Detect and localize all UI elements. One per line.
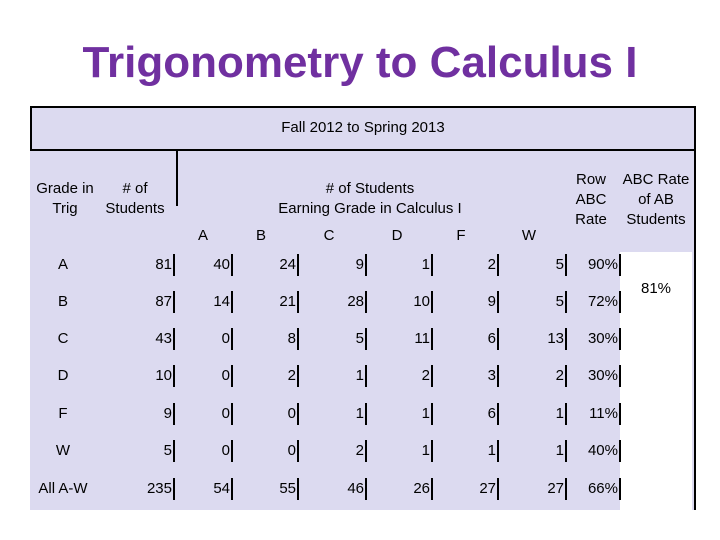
grade-in-trig-line-1: Grade in bbox=[36, 180, 94, 197]
cell-divider bbox=[365, 254, 367, 276]
cell-c: 2 bbox=[355, 442, 364, 459]
cell-divider bbox=[619, 254, 621, 276]
cell-divider bbox=[565, 478, 567, 500]
cell-divider bbox=[565, 365, 567, 387]
cell-a: 0 bbox=[221, 367, 230, 384]
cell-divider bbox=[619, 291, 621, 313]
cell-w: 13 bbox=[547, 330, 564, 347]
cell-rate: 30% bbox=[587, 367, 618, 384]
cell-divider bbox=[365, 365, 367, 387]
cell-divider bbox=[619, 328, 621, 350]
cell-divider bbox=[231, 365, 233, 387]
row-abc-line-2: ABC bbox=[575, 191, 607, 208]
cell-divider bbox=[431, 328, 433, 350]
cell-divider bbox=[431, 365, 433, 387]
cell-divider bbox=[365, 403, 367, 425]
grade-header-d: D bbox=[391, 227, 403, 244]
earning-line-2: Earning Grade in Calculus I bbox=[278, 200, 462, 217]
cell-divider bbox=[173, 365, 175, 387]
grade-header-a: A bbox=[197, 227, 208, 244]
period-row-divider bbox=[30, 149, 696, 151]
cell-divider bbox=[173, 403, 175, 425]
cell-grade: F bbox=[58, 405, 68, 422]
cell-divider bbox=[431, 254, 433, 276]
cell-w: 27 bbox=[547, 480, 564, 497]
cell-divider bbox=[619, 440, 621, 462]
num-students-header bbox=[98, 179, 172, 219]
cell-f: 3 bbox=[487, 367, 496, 384]
cell-divider bbox=[431, 440, 433, 462]
cell-rate: 66% bbox=[587, 480, 618, 497]
cell-divider bbox=[173, 440, 175, 462]
cell-grade: All A-W bbox=[38, 480, 88, 497]
abc-rate-line-1: ABC Rate bbox=[622, 171, 690, 188]
cell-divider bbox=[565, 440, 567, 462]
cell-divider bbox=[173, 478, 175, 500]
cell-divider bbox=[173, 291, 175, 313]
cell-rate: 40% bbox=[587, 442, 618, 459]
cell-grade: B bbox=[57, 293, 68, 310]
earning-grade-header bbox=[240, 179, 500, 219]
cell-w: 5 bbox=[555, 256, 564, 273]
table-border-right bbox=[694, 106, 696, 510]
cell-c: 5 bbox=[355, 330, 364, 347]
cell-divider bbox=[297, 291, 299, 313]
cell-students: 87 bbox=[155, 293, 172, 310]
trig-calculus-table bbox=[30, 106, 696, 510]
grade-header-w: W bbox=[521, 227, 537, 244]
cell-divider bbox=[365, 440, 367, 462]
cell-divider bbox=[565, 254, 567, 276]
cell-a: 54 bbox=[213, 480, 230, 497]
cell-divider bbox=[297, 328, 299, 350]
cell-c: 1 bbox=[355, 367, 364, 384]
cell-c: 1 bbox=[355, 405, 364, 422]
ab-rate-value: 81% bbox=[640, 280, 672, 297]
cell-w: 1 bbox=[555, 405, 564, 422]
abc-rate-line-3: Students bbox=[626, 211, 686, 228]
cell-d: 1 bbox=[421, 442, 430, 459]
cell-b: 8 bbox=[287, 330, 296, 347]
cell-divider bbox=[497, 478, 499, 500]
cell-grade: A bbox=[57, 256, 68, 273]
cell-b: 55 bbox=[279, 480, 296, 497]
cell-grade: D bbox=[57, 367, 69, 384]
grade-header-b: B bbox=[255, 227, 266, 244]
table-border-top bbox=[30, 106, 696, 108]
cell-divider bbox=[231, 478, 233, 500]
cell-divider bbox=[431, 403, 433, 425]
cell-divider bbox=[497, 291, 499, 313]
cell-d: 1 bbox=[421, 256, 430, 273]
cell-b: 21 bbox=[279, 293, 296, 310]
cell-students: 81 bbox=[155, 256, 172, 273]
cell-f: 1 bbox=[487, 442, 496, 459]
cell-divider bbox=[231, 403, 233, 425]
abc-rate-line-2: of AB bbox=[638, 191, 674, 208]
cell-grade: C bbox=[57, 330, 69, 347]
cell-students: 235 bbox=[146, 480, 172, 497]
grade-in-trig-line-2: Trig bbox=[52, 200, 78, 217]
cell-divider bbox=[619, 403, 621, 425]
grade-in-trig-header bbox=[30, 179, 100, 219]
header-divider bbox=[176, 151, 178, 206]
cell-d: 1 bbox=[421, 405, 430, 422]
cell-grade: W bbox=[55, 442, 71, 459]
cell-a: 14 bbox=[213, 293, 230, 310]
cell-students: 5 bbox=[163, 442, 172, 459]
cell-a: 0 bbox=[221, 405, 230, 422]
page-title: Trigonometry to Calculus I bbox=[82, 38, 638, 87]
cell-rate: 11% bbox=[589, 405, 618, 422]
cell-divider bbox=[365, 291, 367, 313]
grade-header-c: C bbox=[323, 227, 335, 244]
cell-divider bbox=[431, 478, 433, 500]
cell-divider bbox=[497, 365, 499, 387]
cell-c: 46 bbox=[347, 480, 364, 497]
cell-divider bbox=[231, 254, 233, 276]
cell-divider bbox=[231, 291, 233, 313]
earning-line-1: # of Students bbox=[325, 180, 415, 197]
row-abc-rate-header bbox=[566, 170, 616, 230]
cell-w: 2 bbox=[555, 367, 564, 384]
row-abc-line-3: Rate bbox=[575, 211, 607, 228]
cell-divider bbox=[365, 328, 367, 350]
cell-students: 43 bbox=[155, 330, 172, 347]
cell-divider bbox=[173, 254, 175, 276]
cell-divider bbox=[619, 478, 621, 500]
cell-divider bbox=[297, 365, 299, 387]
cell-w: 1 bbox=[555, 442, 564, 459]
cell-divider bbox=[231, 328, 233, 350]
cell-rate: 72% bbox=[587, 293, 618, 310]
cell-rate: 90% bbox=[587, 256, 618, 273]
cell-f: 2 bbox=[487, 256, 496, 273]
cell-divider bbox=[297, 440, 299, 462]
period-label: Fall 2012 to Spring 2013 bbox=[281, 119, 445, 136]
cell-d: 10 bbox=[413, 293, 430, 310]
cell-b: 0 bbox=[287, 405, 296, 422]
cell-divider bbox=[497, 440, 499, 462]
cell-divider bbox=[365, 478, 367, 500]
cell-students: 9 bbox=[163, 405, 172, 422]
cell-divider bbox=[431, 291, 433, 313]
cell-divider bbox=[565, 291, 567, 313]
cell-f: 9 bbox=[487, 293, 496, 310]
num-students-line-2: Students bbox=[105, 200, 165, 217]
cell-divider bbox=[497, 403, 499, 425]
cell-divider bbox=[173, 328, 175, 350]
cell-d: 11 bbox=[414, 330, 430, 347]
row-abc-line-1: Row bbox=[575, 171, 606, 188]
cell-c: 28 bbox=[347, 293, 364, 310]
cell-divider bbox=[297, 478, 299, 500]
cell-a: 0 bbox=[221, 330, 230, 347]
abc-rate-ab-header bbox=[618, 170, 694, 230]
grade-header-f: F bbox=[456, 227, 466, 244]
cell-f: 6 bbox=[487, 405, 496, 422]
cell-b: 2 bbox=[287, 367, 296, 384]
cell-d: 2 bbox=[421, 367, 430, 384]
cell-w: 5 bbox=[555, 293, 564, 310]
cell-divider bbox=[231, 440, 233, 462]
cell-students: 10 bbox=[155, 367, 172, 384]
cell-divider bbox=[619, 365, 621, 387]
cell-divider bbox=[565, 328, 567, 350]
cell-c: 9 bbox=[355, 256, 364, 273]
cell-divider bbox=[297, 254, 299, 276]
cell-f: 27 bbox=[479, 480, 496, 497]
cell-b: 0 bbox=[287, 442, 296, 459]
cell-divider bbox=[497, 328, 499, 350]
cell-b: 24 bbox=[279, 256, 296, 273]
cell-divider bbox=[497, 254, 499, 276]
cell-f: 6 bbox=[487, 330, 496, 347]
cell-a: 40 bbox=[213, 256, 230, 273]
cell-divider bbox=[565, 403, 567, 425]
num-students-line-1: # of bbox=[122, 180, 148, 197]
cell-divider bbox=[297, 403, 299, 425]
cell-rate: 30% bbox=[587, 330, 618, 347]
cell-a: 0 bbox=[221, 442, 230, 459]
cell-d: 26 bbox=[413, 480, 430, 497]
